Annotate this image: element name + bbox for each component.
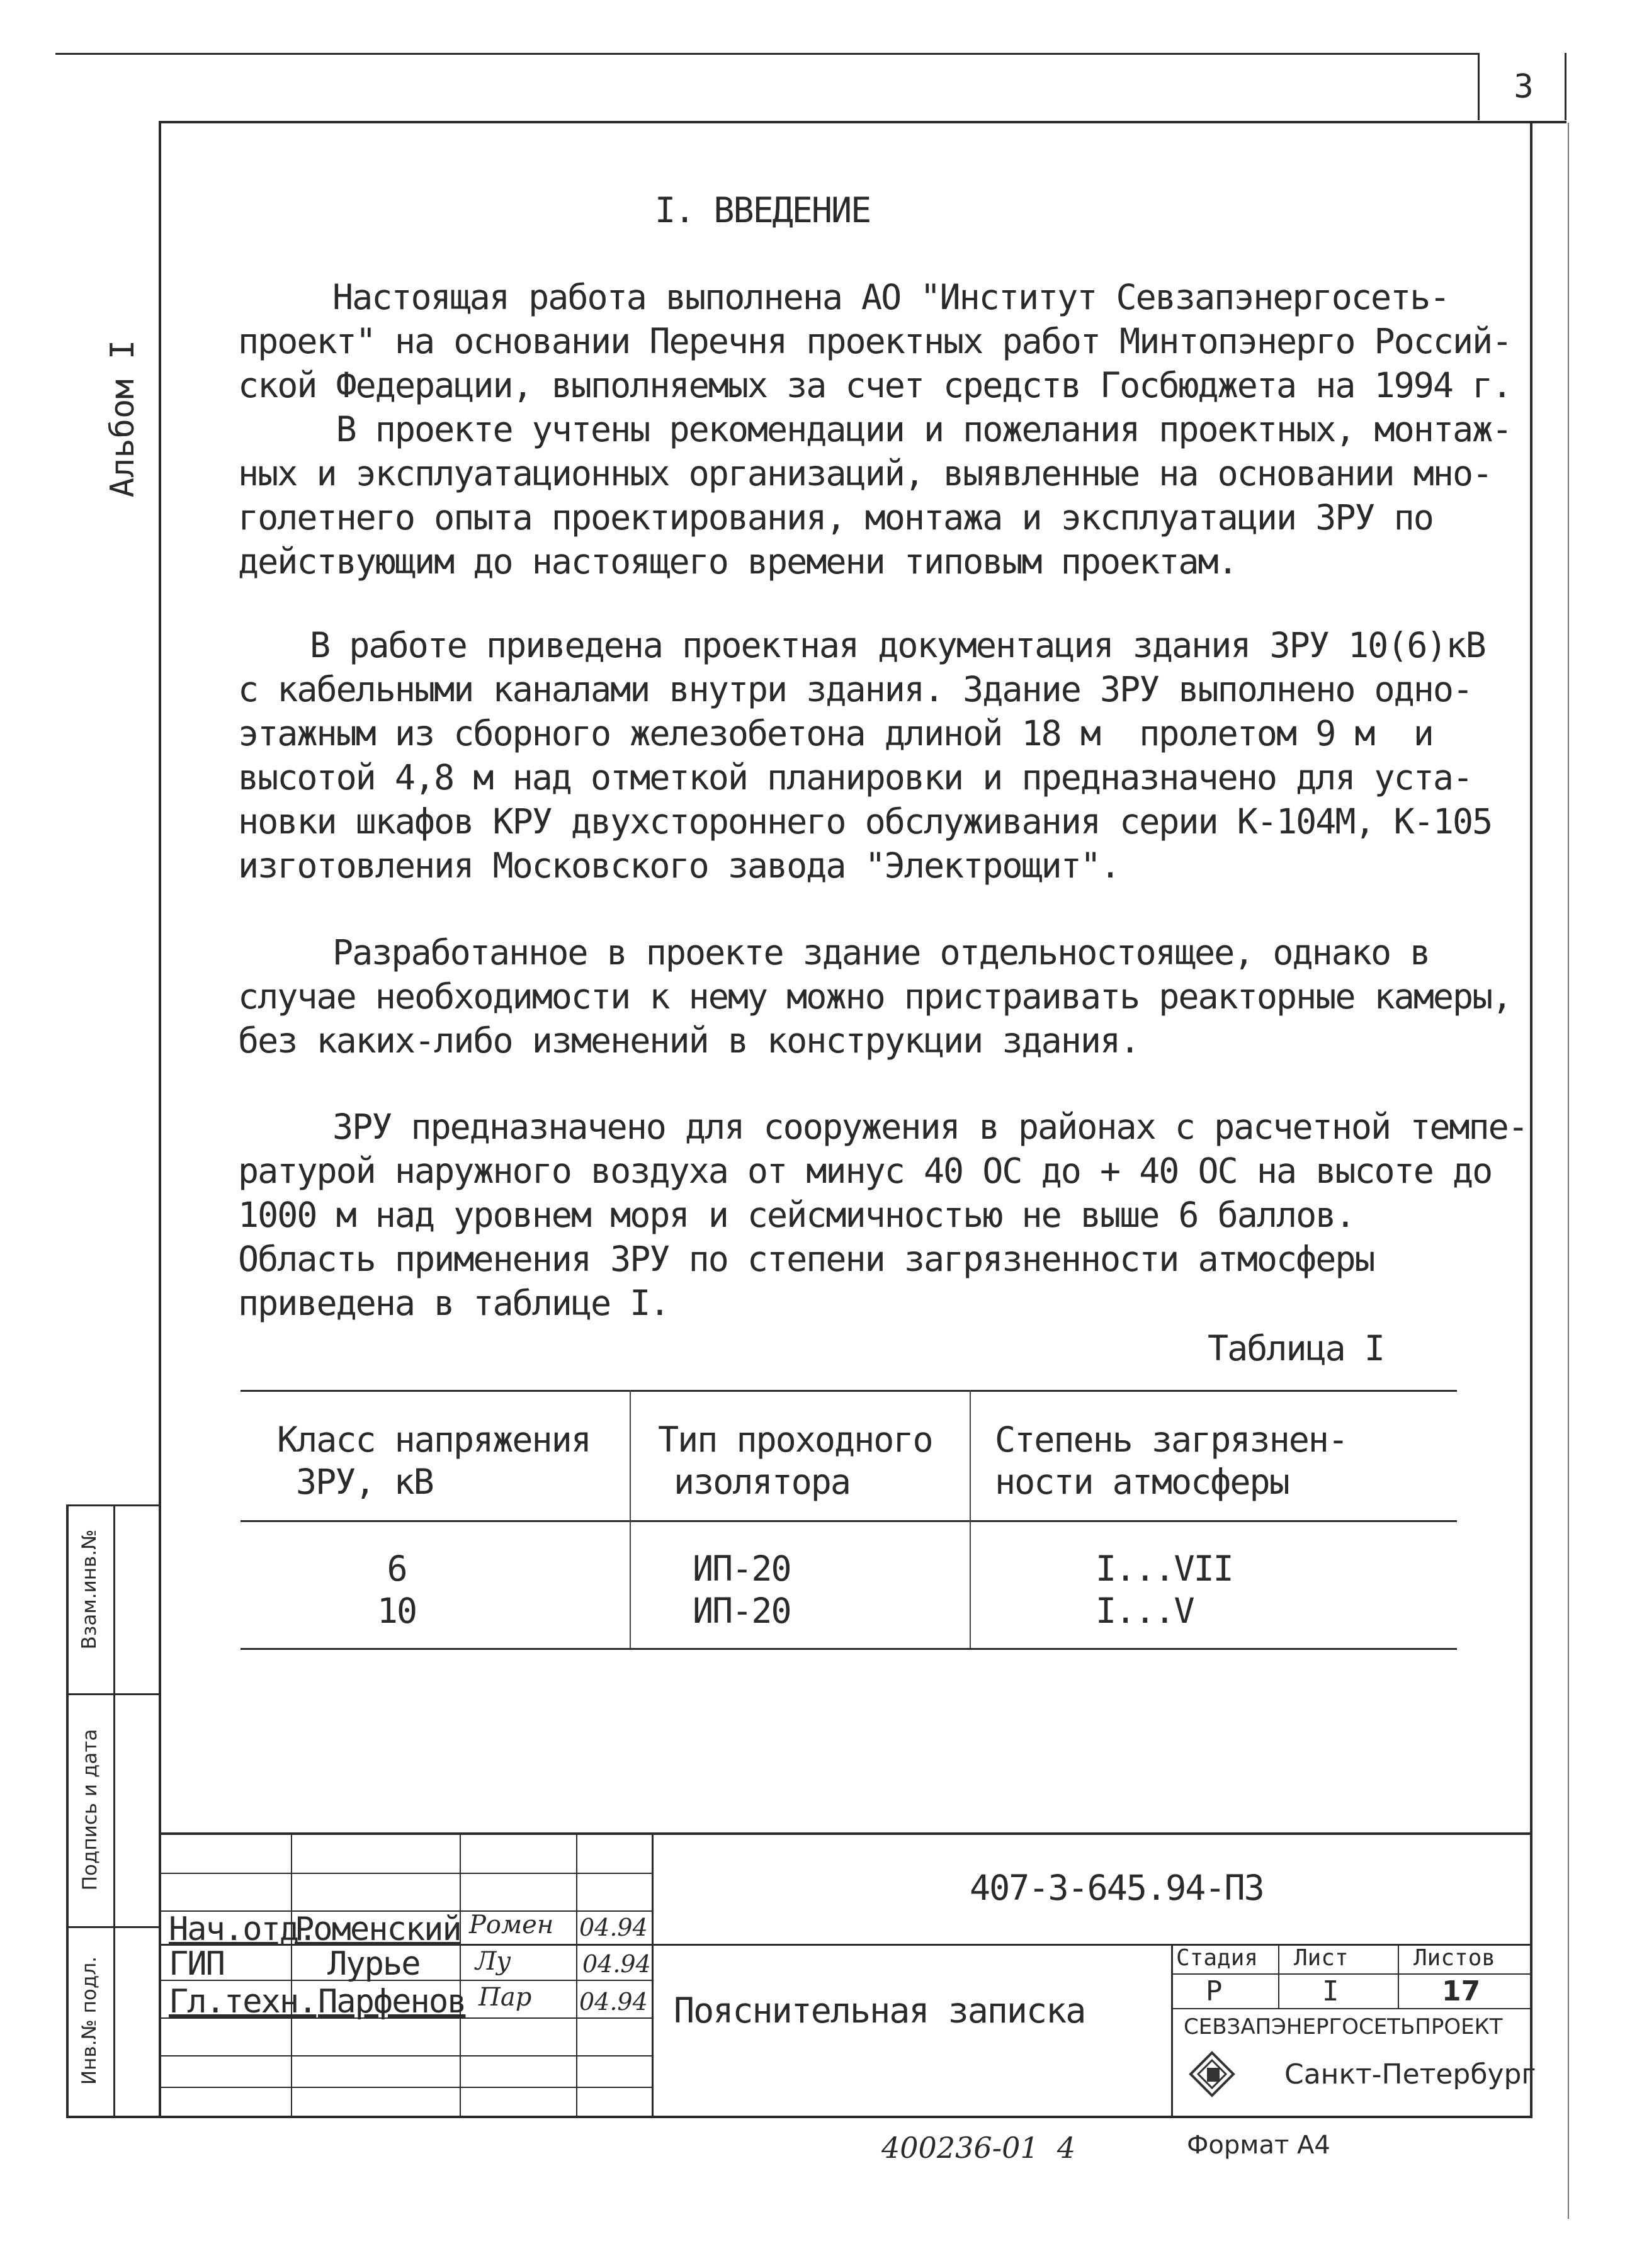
stage-label: Стадия — [1176, 1945, 1259, 1971]
table-header-2b: изолятора — [674, 1462, 851, 1502]
outer-right-edge — [1568, 123, 1569, 2219]
signer-signature: Лу — [475, 1947, 511, 1976]
sheet-value: I — [1322, 1975, 1339, 2007]
document-title: Пояснительная записка — [674, 1990, 1085, 2031]
page-number-box-right — [1565, 53, 1566, 120]
signer-date: 04.94 — [579, 1988, 648, 2016]
page-title: I. ВВЕДЕНИЕ — [655, 190, 871, 230]
signer-name: Парфенов — [318, 1983, 466, 2021]
top-rule — [55, 53, 1480, 55]
table-cell: ИП-20 — [693, 1549, 791, 1589]
table-header-3b: ности атмосферы — [995, 1462, 1289, 1502]
stamp-vzam: Взам.инв.№ — [78, 1529, 101, 1650]
document-code: 407-3-645.94-ПЗ — [970, 1868, 1264, 1908]
stamp-podpis: Подпись и дата — [79, 1729, 101, 1891]
page-number: 3 — [1514, 68, 1534, 106]
table-header-1a: Класс напряжения — [277, 1419, 591, 1460]
sheets-value: 17 — [1442, 1975, 1481, 2007]
frame-right — [1530, 121, 1532, 2118]
sheet-label: Лист — [1294, 1945, 1349, 1971]
page-number-box-left — [1478, 53, 1480, 120]
signer-date: 04.94 — [582, 1950, 651, 1978]
signer-role: ГИП — [169, 1945, 224, 1983]
table-cell: 10 — [377, 1591, 417, 1631]
org-name: СЕВЗАПЭНЕРГОСЕТЬПРОЕКТ — [1184, 2014, 1503, 2040]
table-cell: ИП-20 — [693, 1591, 791, 1631]
signer-role: Нач.отд. — [169, 1910, 317, 1948]
signer-role: Гл.техн. — [169, 1983, 317, 2021]
album-label: Альбом I — [104, 339, 142, 498]
stage-value: Р — [1206, 1975, 1223, 2007]
table-cell: 6 — [387, 1549, 407, 1589]
stamp-inv: Инв.№ подл. — [78, 1956, 101, 2085]
signer-signature: Пар — [479, 1983, 532, 2012]
org-logo-icon — [1187, 2049, 1237, 2099]
signer-name: Роменский — [295, 1910, 461, 1948]
table-header-1b: ЗРУ, кВ — [296, 1462, 433, 1502]
signer-date: 04.94 — [579, 1914, 648, 1941]
org-city: Санкт-Петербург — [1284, 2058, 1536, 2090]
frame-top — [159, 121, 1566, 123]
table-cell: I...V — [1096, 1591, 1194, 1631]
frame-bottom — [66, 2116, 1532, 2118]
table-caption: Таблица I — [1208, 1328, 1385, 1368]
table-header-2a: Тип проходного — [658, 1419, 932, 1460]
signer-name: Лурье — [327, 1945, 420, 1983]
table-header-3a: Степень загрязнен- — [995, 1419, 1348, 1460]
inventory-number: 400236-01 4 — [881, 2131, 1076, 2165]
format-label: Формат А4 — [1187, 2131, 1330, 2160]
signer-signature: Ромен — [469, 1910, 554, 1939]
table-cell: I...VII — [1096, 1549, 1233, 1589]
sheets-label: Листов — [1413, 1945, 1496, 1971]
frame-left — [159, 121, 161, 2118]
